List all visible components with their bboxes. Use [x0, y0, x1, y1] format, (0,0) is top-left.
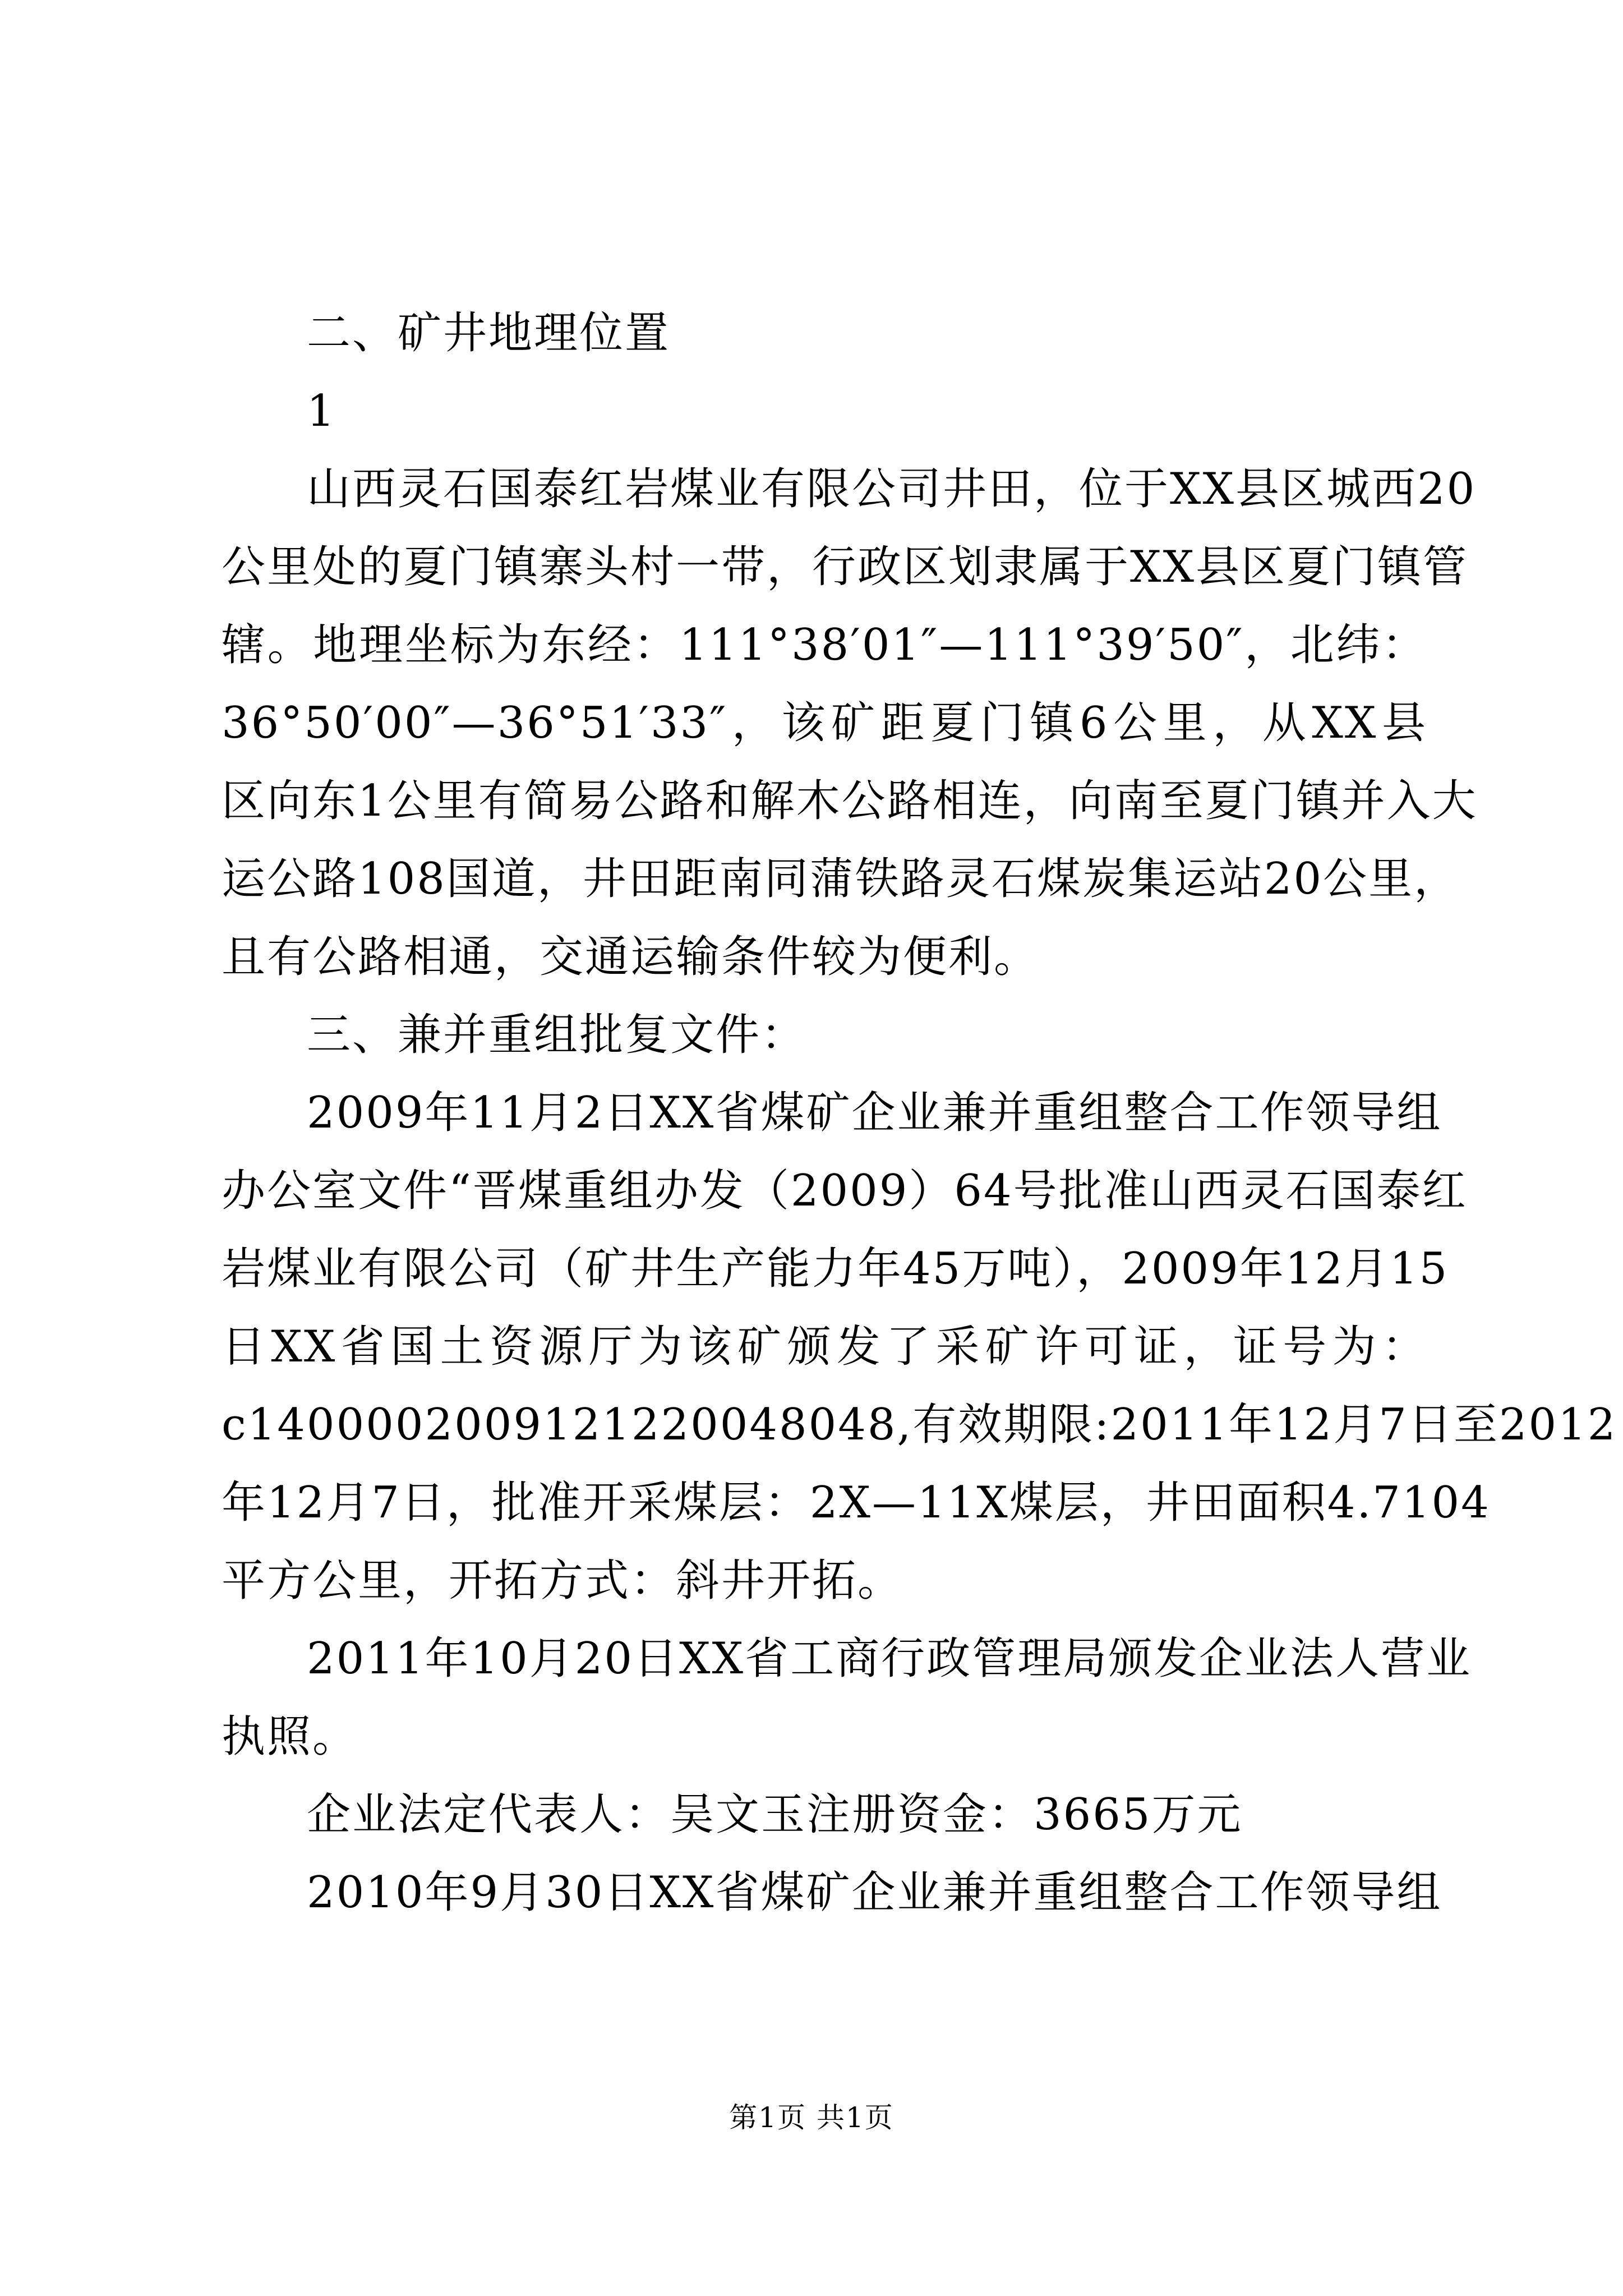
paragraph-line: 平方公里，开拓方式：斜井开拓。: [222, 1556, 903, 1606]
document-body: [222, 295, 1617, 1932]
paragraph-line: 2011年10月20日XX省工商行政管理局颁发企业法人营业: [307, 1634, 1472, 1684]
paragraph-line: 运公路108国道，井田距南同蒲铁路灵石煤炭集运站20公里，: [222, 854, 1460, 904]
paragraph-line: 36°50′00″—36°51′33″，该矿距夏门镇6公里，从XX县: [222, 698, 1427, 748]
paragraph-line: 且有公路相通，交通运输条件较为便利。: [222, 932, 1040, 982]
paragraph-line: 办公室文件“晋煤重组办发（2009）64号批准山西灵石国泰红: [222, 1166, 1468, 1216]
paragraph-line: 岩煤业有限公司（矿井生产能力年45万吨），2009年12月15: [222, 1244, 1449, 1294]
paragraph-line: 执照。: [222, 1711, 358, 1762]
page-footer: 第1页 共1页: [729, 2101, 894, 2134]
paragraph-line: 2009年11月2日XX省煤矿企业兼并重组整合工作领导组: [307, 1088, 1442, 1138]
paragraph-line: 山西灵石国泰红岩煤业有限公司井田，位于XX县区城西20: [307, 464, 1477, 514]
paragraph-line: 公里处的夏门镇寨头村一带，行政区划隶属于XX县区夏门镇管: [222, 542, 1469, 592]
section-heading-mine-location: 二、矿井地理位置: [307, 308, 671, 358]
paragraph-number: 1: [307, 386, 336, 436]
paragraph-line: 区向东1公里有简易公路和解木公路相连，向南至夏门镇并入大: [222, 776, 1478, 826]
paragraph-line: 辖。地理坐标为东经：111°38′01″—111°39′50″，北纬：: [222, 620, 1427, 670]
paragraph-line: 年12月7日，批准开采煤层：2X—11X煤层，井田面积4.7104: [222, 1478, 1491, 1528]
paragraph-line: 日XX省国土资源厅为该矿颁发了采矿许可证，证号为：: [222, 1322, 1427, 1372]
section-heading-approval-documents: 三、兼并重组批复文件：: [307, 1010, 807, 1060]
paragraph-line: 2010年9月30日XX省煤矿企业兼并重组整合工作领导组: [307, 1867, 1442, 1918]
paragraph-line: 企业法定代表人：吴文玉注册资金：3665万元: [307, 1789, 1243, 1840]
paragraph-line: c1400002009121220048048,有效期限:2011年12月7日至2012: [222, 1400, 1617, 1450]
